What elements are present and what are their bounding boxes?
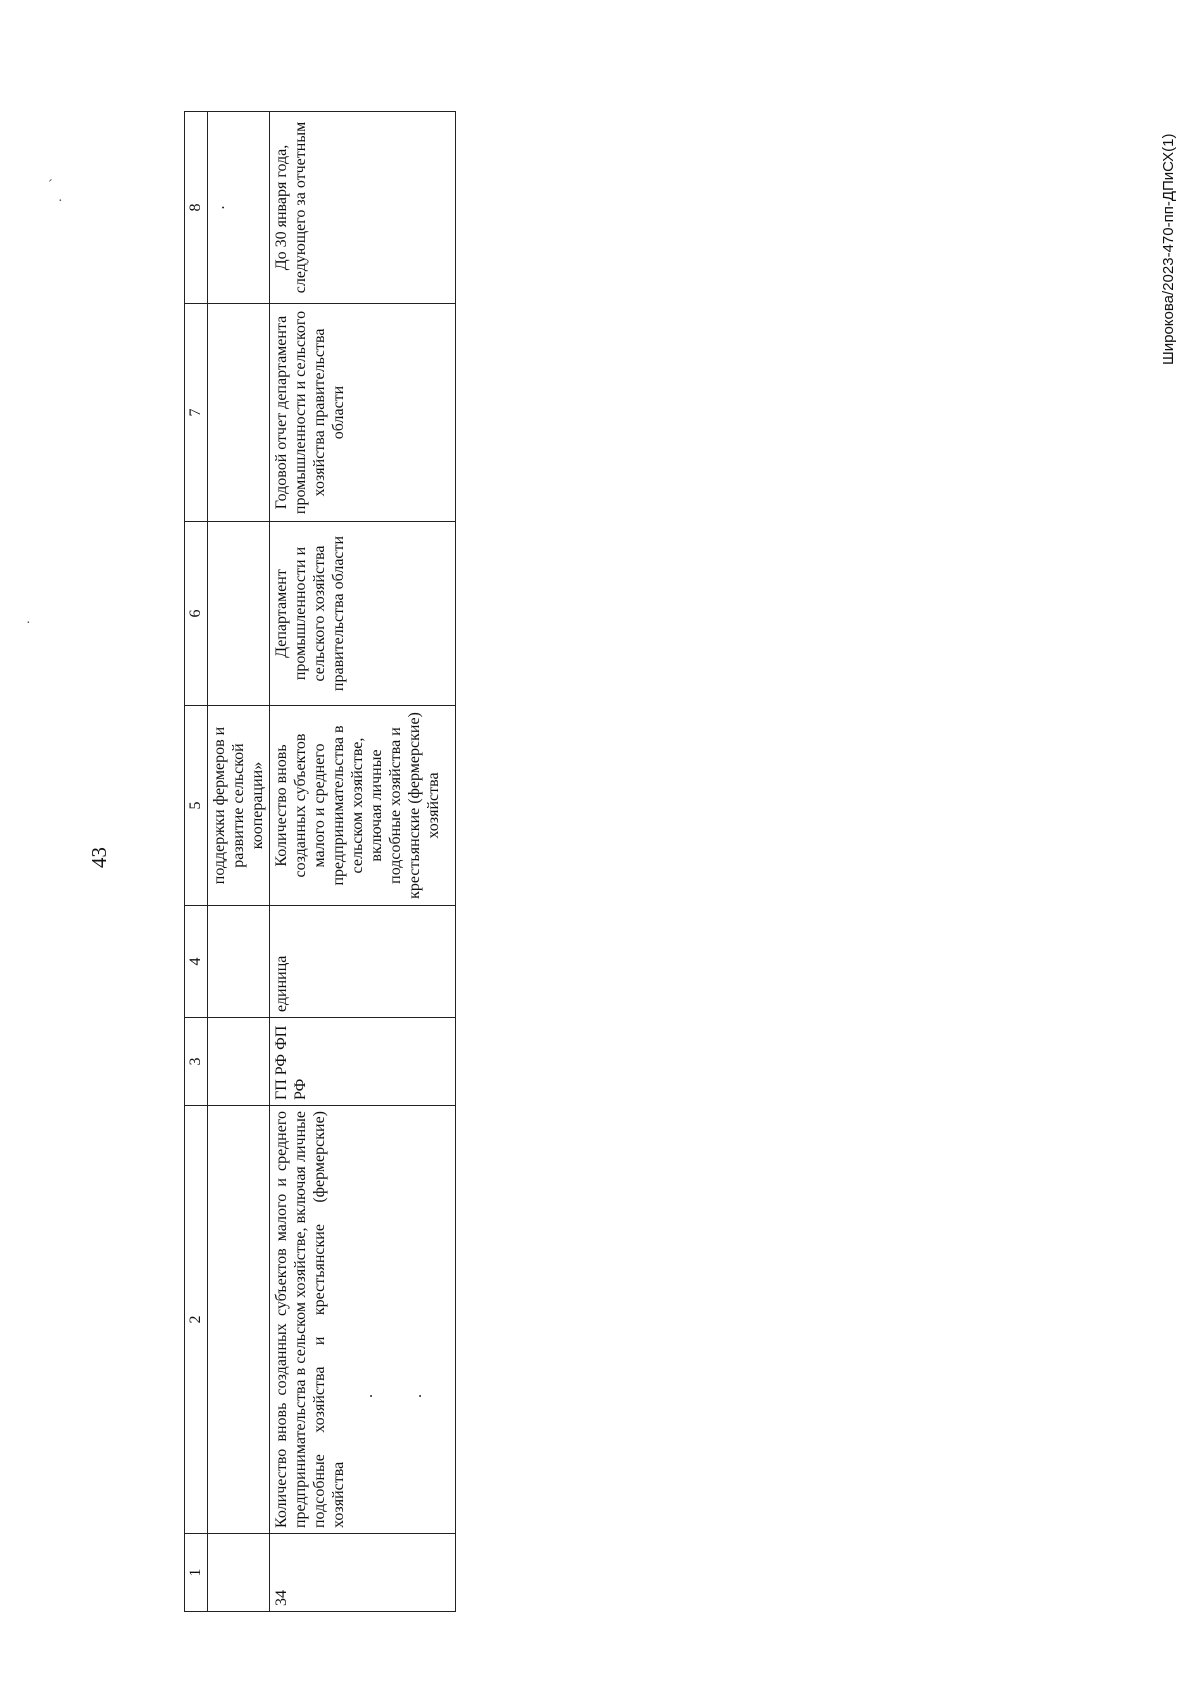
header-cell: 5 xyxy=(185,706,208,906)
cell-deadline: . xyxy=(208,112,270,304)
cell-number xyxy=(208,1534,270,1612)
cell-unit: единица xyxy=(270,906,456,1018)
cell-definition: поддержки фермеров и развитие сельской кооперации» xyxy=(208,706,270,906)
scan-speck: ˊ xyxy=(48,178,53,193)
scan-speck: · xyxy=(58,194,63,209)
header-cell: 6 xyxy=(185,522,208,706)
footer-reference: Широкова/2023-470-пп-ДПиСХ(1) xyxy=(1160,133,1177,365)
cell-indicator xyxy=(208,1106,270,1534)
page-number: 43 xyxy=(87,847,111,868)
header-cell: 2 xyxy=(185,1106,208,1534)
cell-unit xyxy=(208,906,270,1018)
cell-data-source xyxy=(208,304,270,522)
data-table xyxy=(184,112,456,1612)
cell-responsible: Департамент промышленности и сельского хозяйства правительства области xyxy=(270,522,456,706)
header-cell: 4 xyxy=(185,906,208,1018)
cell-source-program: ГП РФ ФП РФ xyxy=(270,1018,456,1106)
header-cell: 7 xyxy=(185,304,208,522)
cell-deadline: До 30 января года, следующего за отчетным xyxy=(270,112,456,304)
cell-definition: Количество вновь созданных субъектов малого и среднего предпринимательства в сельском хозяйстве, включая личные подсобные хозяйства и крестьянские (фермерские) хозяйства xyxy=(270,706,456,906)
cell-source-program xyxy=(208,1018,270,1106)
scan-mark: . xyxy=(359,1394,376,1398)
header-cell: 8 xyxy=(185,112,208,304)
cell-number: 34 xyxy=(270,1534,456,1612)
table-row xyxy=(270,112,456,1612)
scan-mark: . xyxy=(408,1394,425,1398)
scan-speck: · xyxy=(26,616,31,631)
cell-data-source: Годовой отчет департамента промышленности и сельского хозяйства правительства области xyxy=(270,304,456,522)
indicator-text: Количество вновь созданных субъектов малого и среднего предпринимательства в сельском хозяйстве, включая личные подсобные хозяйства и крестьянские (фермерские) хозяйства xyxy=(273,1111,347,1528)
header-cell: 3 xyxy=(185,1018,208,1106)
table-continuation-row xyxy=(208,112,270,1612)
header-cell: 1 xyxy=(185,1534,208,1612)
cell-indicator xyxy=(270,1106,456,1534)
table-header-row xyxy=(185,112,208,1612)
cell-responsible xyxy=(208,522,270,706)
